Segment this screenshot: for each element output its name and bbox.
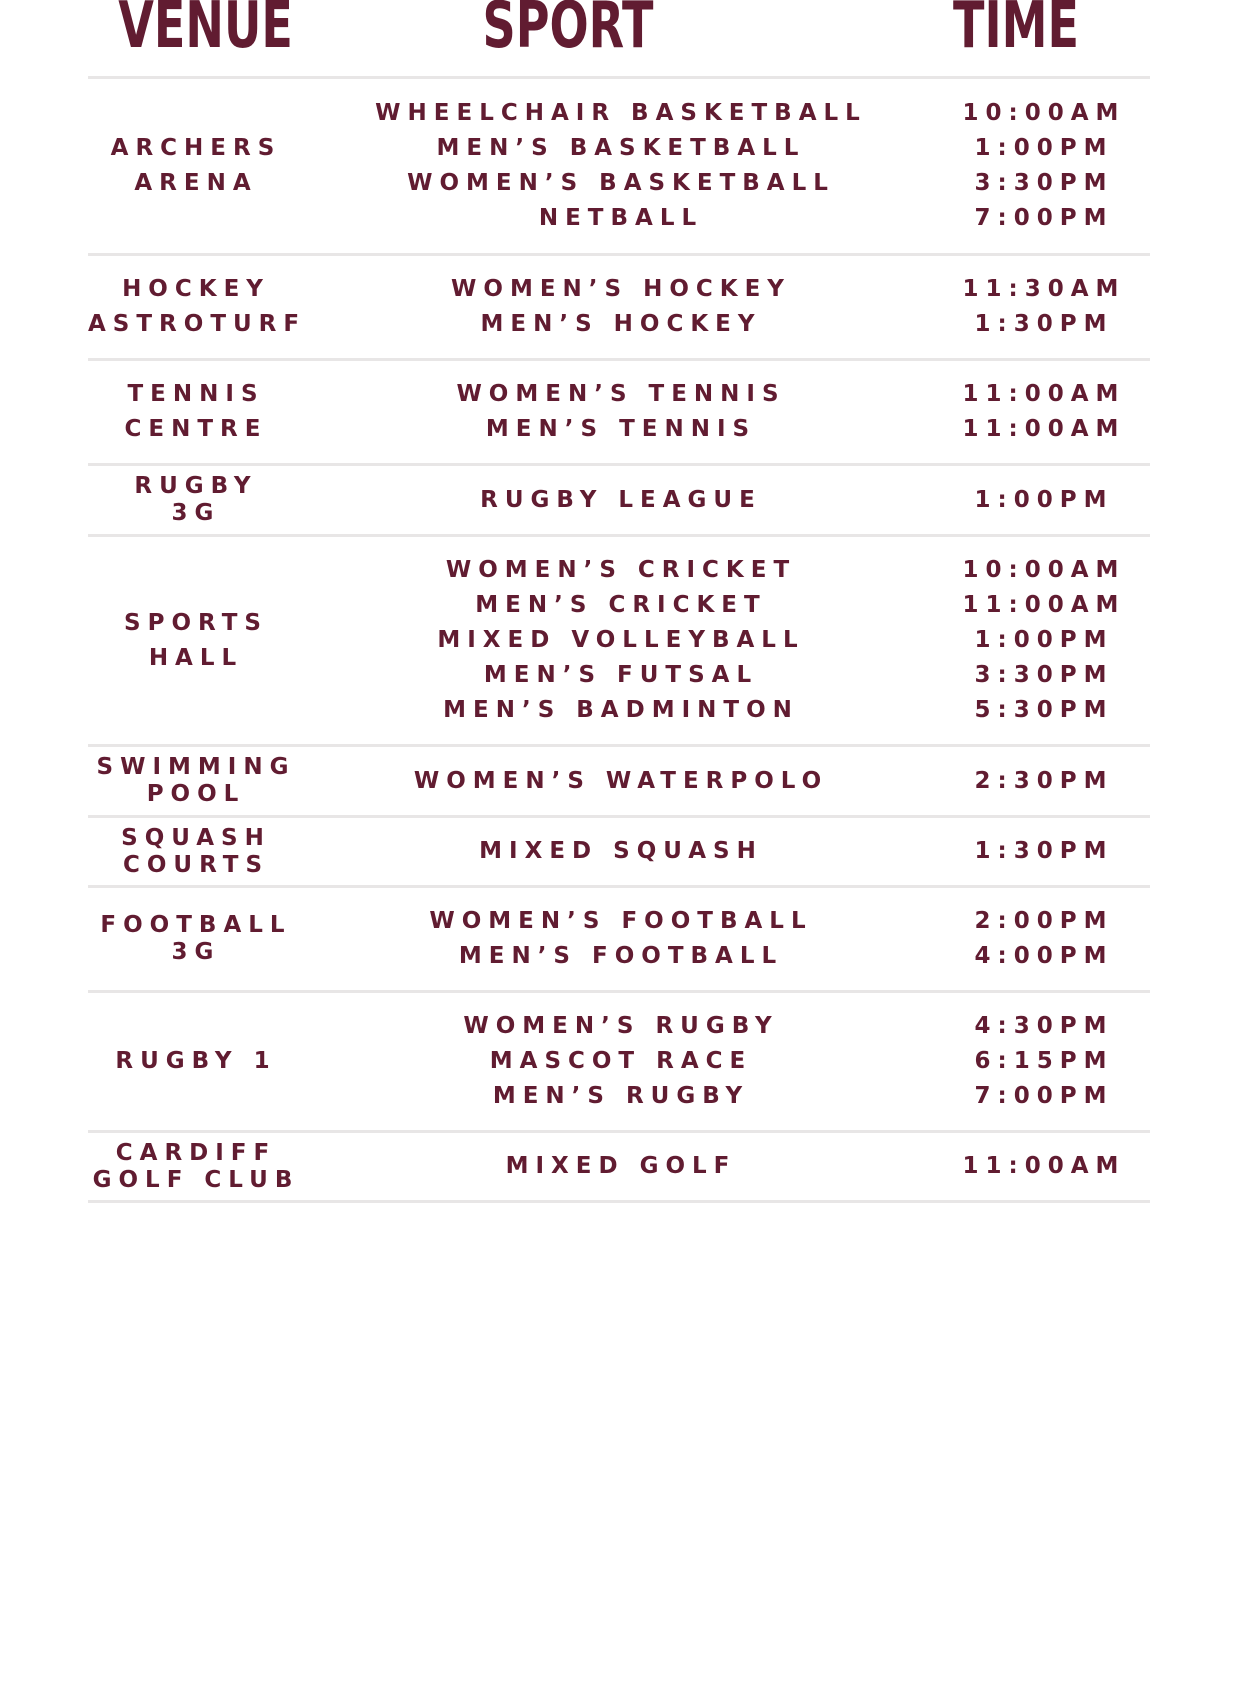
sport-list [304,377,938,447]
time-list [938,377,1142,447]
sport-name: WOMEN’S FOOTBALL [429,908,813,934]
sport-name: MEN’S RUGBY [492,1083,750,1109]
sport-list [304,834,938,869]
time-value: 3:30PM [974,662,1114,688]
venue-name: SQUASH COURTS [121,824,271,878]
sport-list [304,483,938,518]
time-column-header: TIME [953,0,1079,63]
table-row [88,361,1150,466]
sport-name: MEN’S BADMINTON [443,697,799,723]
sport-name: WOMEN’S WATERPOLO [413,767,829,794]
time-list [938,1009,1142,1114]
time-value: 11:00AM [962,1153,1126,1179]
sport-list [304,1009,938,1114]
sport-name: WOMEN’S BASKETBALL [407,170,835,196]
sport-name: RUGBY LEAGUE [480,486,762,513]
sport-name: MIXED VOLLEYBALL [437,627,805,653]
venue-name: HOCKEY ASTROTURF [88,276,307,337]
time-value: 6:15PM [974,1048,1114,1074]
time-list [938,764,1142,799]
time-value: 11:00AM [962,416,1126,442]
venue-name: TENNIS CENTRE [124,381,268,442]
time-value: 4:00PM [974,943,1114,969]
sport-list [304,553,938,728]
time-value: 5:30PM [974,697,1114,723]
time-value: 1:30PM [974,311,1114,337]
sport-name: WOMEN’S CRICKET [445,557,797,583]
sport-list [304,96,938,236]
sport-name: MIXED GOLF [505,1153,737,1179]
time-list [938,483,1142,518]
time-value: 2:30PM [974,767,1114,794]
time-value: 11:00AM [962,592,1126,618]
sport-list [304,1149,938,1184]
time-list [938,1149,1142,1184]
time-list [938,553,1142,728]
sport-column-header: SPORT [482,0,654,63]
venue-name: SWIMMING POOL [96,754,296,807]
venue-column-header: VENUE [118,0,293,63]
sport-name: MEN’S FOOTBALL [458,943,784,969]
table-row [88,747,1150,818]
table-row [88,79,1150,256]
time-value: 10:00AM [962,100,1126,126]
time-list [938,96,1142,236]
venue-name: SPORTS HALL [124,609,268,671]
time-list [938,904,1142,974]
table-row [88,1133,1150,1203]
time-value: 1:00PM [974,135,1114,161]
time-value: 10:00AM [962,557,1126,583]
table-row [88,818,1150,888]
venue-name: RUGBY 3G [134,473,258,526]
sport-name: WOMEN’S HOCKEY [451,276,791,302]
table-row [88,537,1150,747]
sport-name: WOMEN’S TENNIS [456,381,786,407]
table-row [88,256,1150,361]
sport-name: MEN’S BASKETBALL [436,135,806,161]
time-value: 7:00PM [974,205,1114,231]
sport-name: MEN’S TENNIS [485,416,757,442]
sport-name: MIXED SQUASH [479,838,763,864]
sport-name: MASCOT RACE [489,1048,753,1074]
time-value: 2:00PM [974,908,1114,934]
venue-name: FOOTBALL 3G [100,912,292,965]
venue-name: ARCHERS ARENA [110,135,282,196]
time-value: 4:30PM [974,1013,1114,1039]
sport-name: MEN’S HOCKEY [480,311,762,337]
table-row [88,888,1150,993]
time-list [938,272,1142,342]
time-list [938,834,1142,869]
time-value: 1:00PM [974,486,1114,513]
table-row [88,466,1150,537]
venue-name: CARDIFF GOLF CLUB [92,1139,300,1193]
sport-name: MEN’S FUTSAL [483,662,759,688]
time-value: 11:30AM [962,276,1126,302]
time-value: 1:00PM [974,627,1114,653]
sport-name: WHEELCHAIR BASKETBALL [375,100,867,126]
schedule-table [88,0,1150,1203]
sport-name: WOMEN’S RUGBY [463,1013,779,1039]
sport-name: MEN’S CRICKET [475,592,767,618]
time-value: 3:30PM [974,170,1114,196]
table-row [88,993,1150,1133]
sport-name: NETBALL [538,205,704,231]
table-header [88,0,1150,79]
venue-name: RUGBY 1 [115,1048,277,1074]
sport-list [304,764,938,799]
time-value: 1:30PM [974,838,1114,864]
time-value: 11:00AM [962,381,1126,407]
sport-list [304,272,938,342]
sport-list [304,904,938,974]
time-value: 7:00PM [974,1083,1114,1109]
